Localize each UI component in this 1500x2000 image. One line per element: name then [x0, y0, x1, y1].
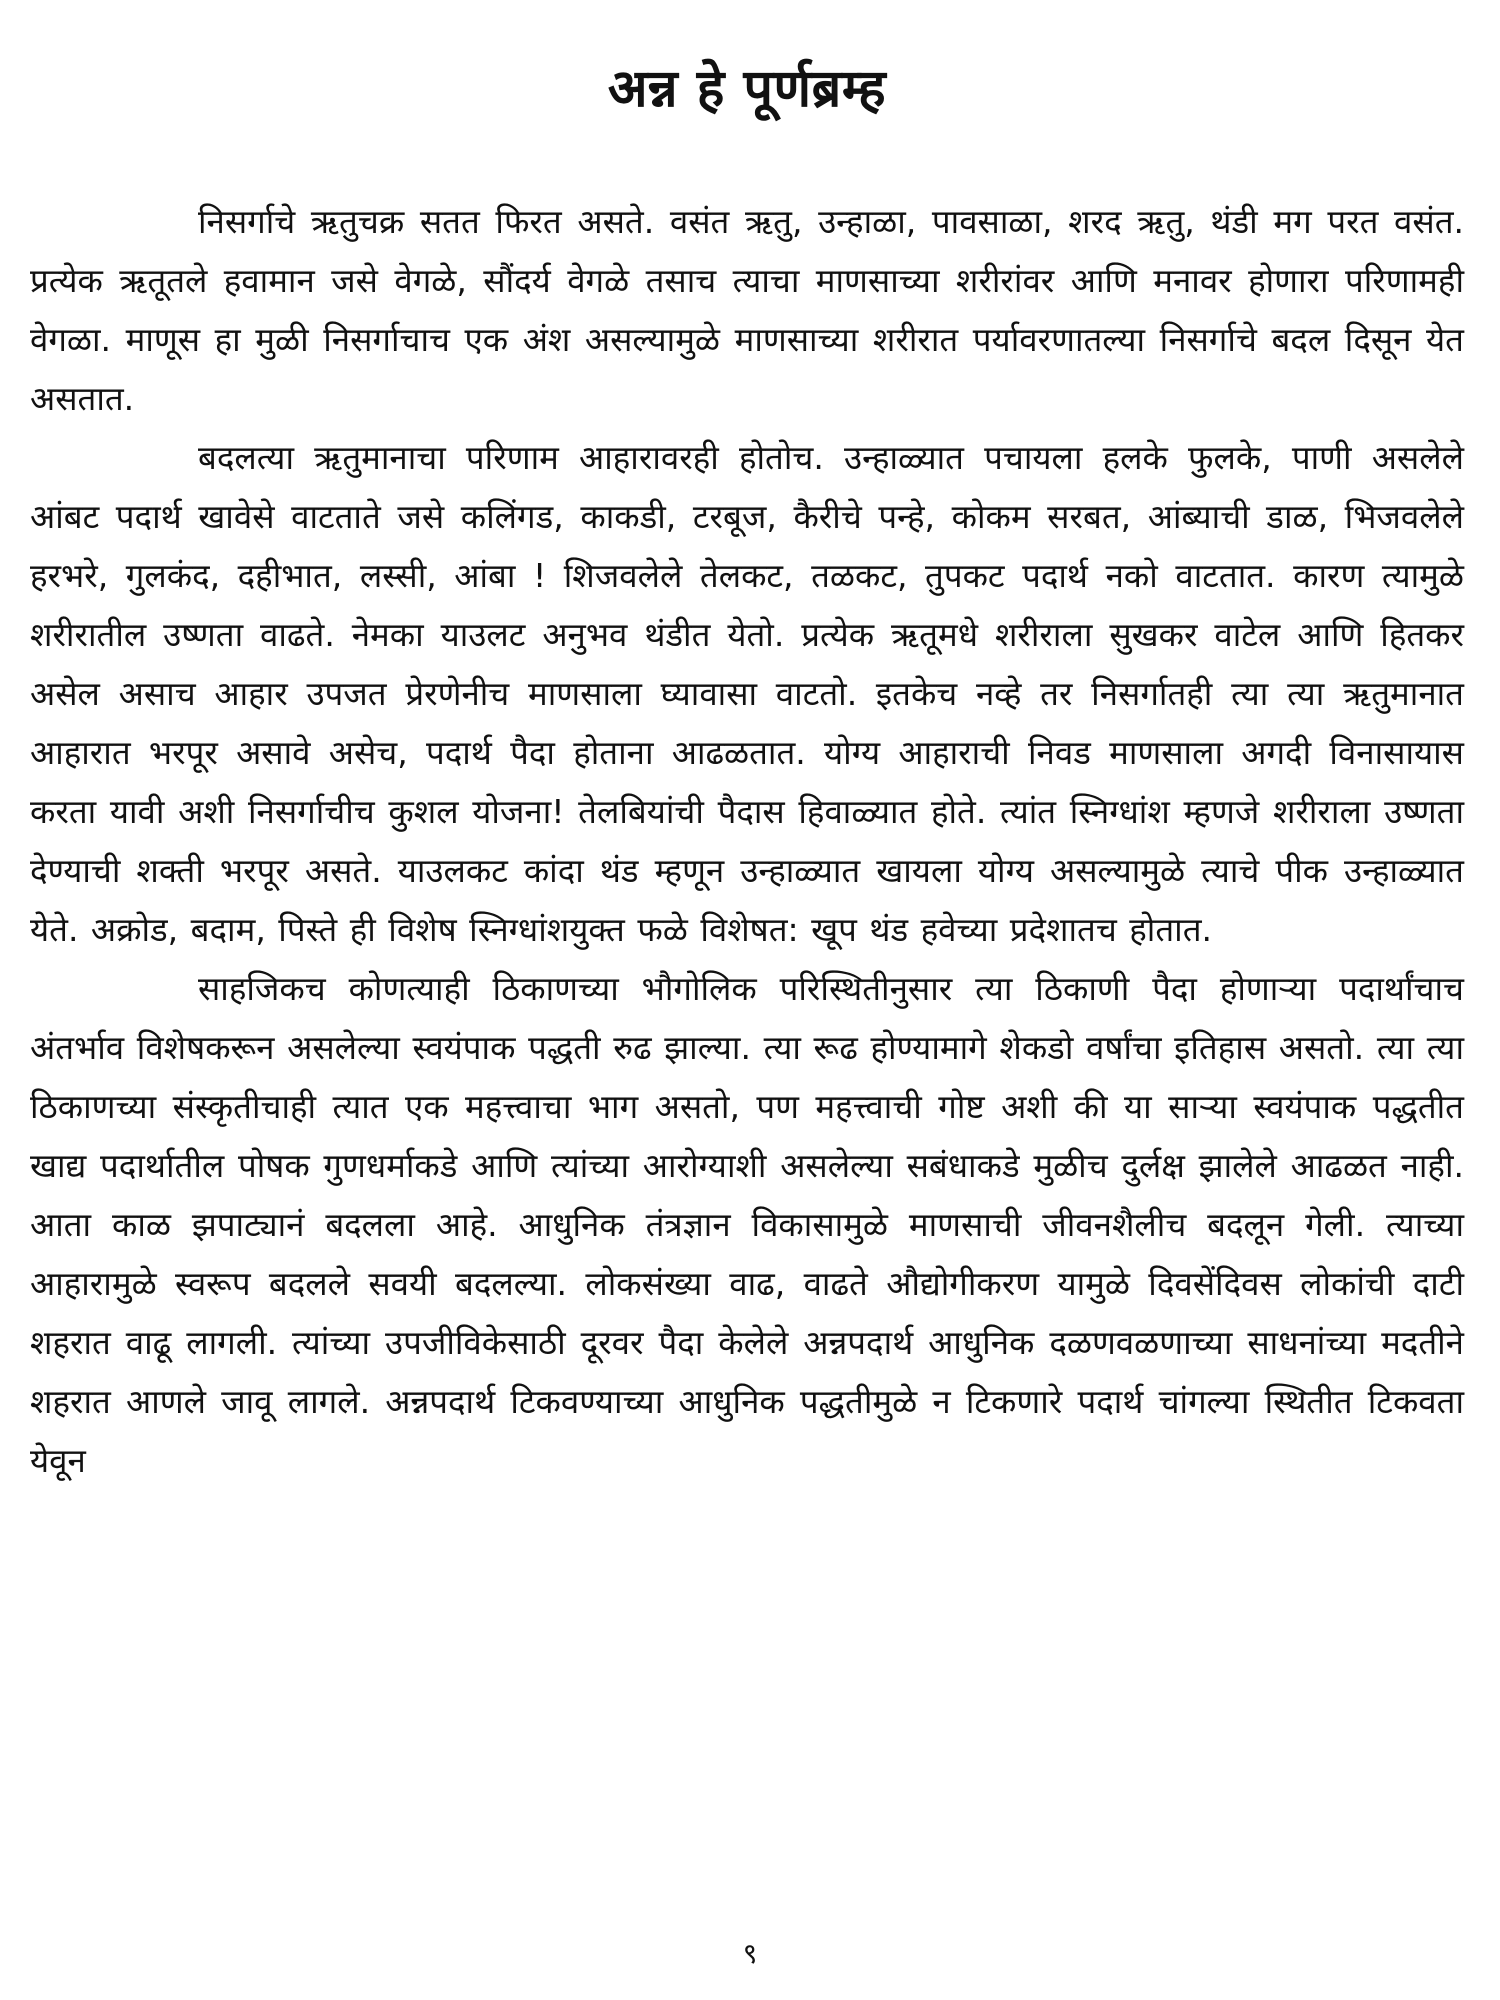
paragraph-3: साहजिकच कोणत्याही ठिकाणच्या भौगोलिक परिस्थितीनुसार त्या ठिकाणी पैदा होणाऱ्या पदार्थांचाच अंतर्भाव विशेषकरून असलेल्या स्वयंपाक पद्धती रुढ झाल्या. त्या रूढ होण्यामागे शेकडो वर्षांचा इतिहास असतो. त्या त्या ठिकाणच्या संस्कृतीचाही त्यात एक महत्त्वाचा भाग असतो, पण महत्त्वाची गोष्ट अशी की या साऱ्या स्वयंपाक पद्धतीत खाद्य पदार्थातील पोषक गुणधर्माकडे आणि त्यांच्या आरोग्याशी असलेल्या सबंधाकडे मुळीच दुर्लक्ष झालेले आढळत नाही. आता काळ झपाट्यानं बदलला आहे. आधुनिक तंत्रज्ञान विकासामुळे माणसाची जीवनशैलीच बदलून गेली. त्याच्या आहारामुळे स्वरूप बदलले सवयी बदलल्या. लोकसंख्या वाढ, वाढते औद्योगीकरण यामुळे दिवसेंदिवस लोकांची दाटी शहरात वाढू लागली. त्यांच्या उपजीविकेसाठी दूरवर पैदा केलेले अन्नपदार्थ आधुनिक दळणवळणाच्या साधनांच्या मदतीने शहरात आणले जावू लागले. अन्नपदार्थ टिकवण्याच्या आधुनिक पद्धतीमुळे न टिकणारे पदार्थ चांगल्या स्थितीत टिकवता येवून	[30, 969, 1464, 1481]
paragraph-1: निसर्गाचे ऋतुचक्र सतत फिरत असते. वसंत ऋतु, उन्हाळा, पावसाळा, शरद ऋतु, थंडी मग परत वसंत. प्रत्येक ऋतूतले हवामान जसे वेगळे, सौंदर्य वेगळे तसाच त्याचा माणसाच्या शरीरांवर आणि मनावर होणारा परिणामही वेगळा. माणूस हा मुळी निसर्गाचाच एक अंश असल्यामुळे माणसाच्या शरीरात पर्यावरणातल्या निसर्गाचे बदल दिसून येत असतात.	[30, 202, 1464, 419]
page-title: अन्न हे पूर्णब्रम्ह	[607, 59, 887, 119]
page-number: ९	[742, 1937, 758, 1970]
body-text	[30, 192, 1464, 1490]
paragraph-2: बदलत्या ऋतुमानाचा परिणाम आहारावरही होतोच. उन्हाळ्यात पचायला हलके फुलके, पाणी असलेले आंबट पदार्थ खावेसे वाटताते जसे कलिंगड, काकडी, टरबूज, कैरीचे पन्हे, कोकम सरबत, आंब्याची डाळ, भिजवलेले हरभरे, गुलकंद, दहीभात, लस्सी, आंबा ! शिजवलेले तेलकट, तळकट, तुपकट पदार्थ नको वाटतात. कारण त्यामुळे शरीरातील उष्णता वाढते. नेमका याउलट अनुभव थंडीत येतो. प्रत्येक ऋतूमधे शरीराला सुखकर वाटेल आणि हितकर असेल असाच आहार उपजत प्रेरणेनीच माणसाला घ्यावासा वाटतो. इतकेच नव्हे तर निसर्गातही त्या त्या ऋतुमानात आहारात भरपूर असावे असेच, पदार्थ पैदा होताना आढळतात. योग्य आहाराची निवड माणसाला अगदी विनासायास करता यावी अशी निसर्गाचीच कुशल योजना! तेलबियांची पैदास हिवाळ्यात होते. त्यांत स्निग्धांश म्हणजे शरीराला उष्णता देण्याची शक्ती भरपूर असते. याउलकट कांदा थंड म्हणून उन्हाळ्यात खायला योग्य असल्यामुळे त्याचे पीक उन्हाळ्यात येते. अक्रोड, बदाम, पिस्ते ही विशेष स्निग्धांशयुक्त फळे विशेषत: खूप थंड हवेच्या प्रदेशातच होतात.	[30, 438, 1464, 950]
